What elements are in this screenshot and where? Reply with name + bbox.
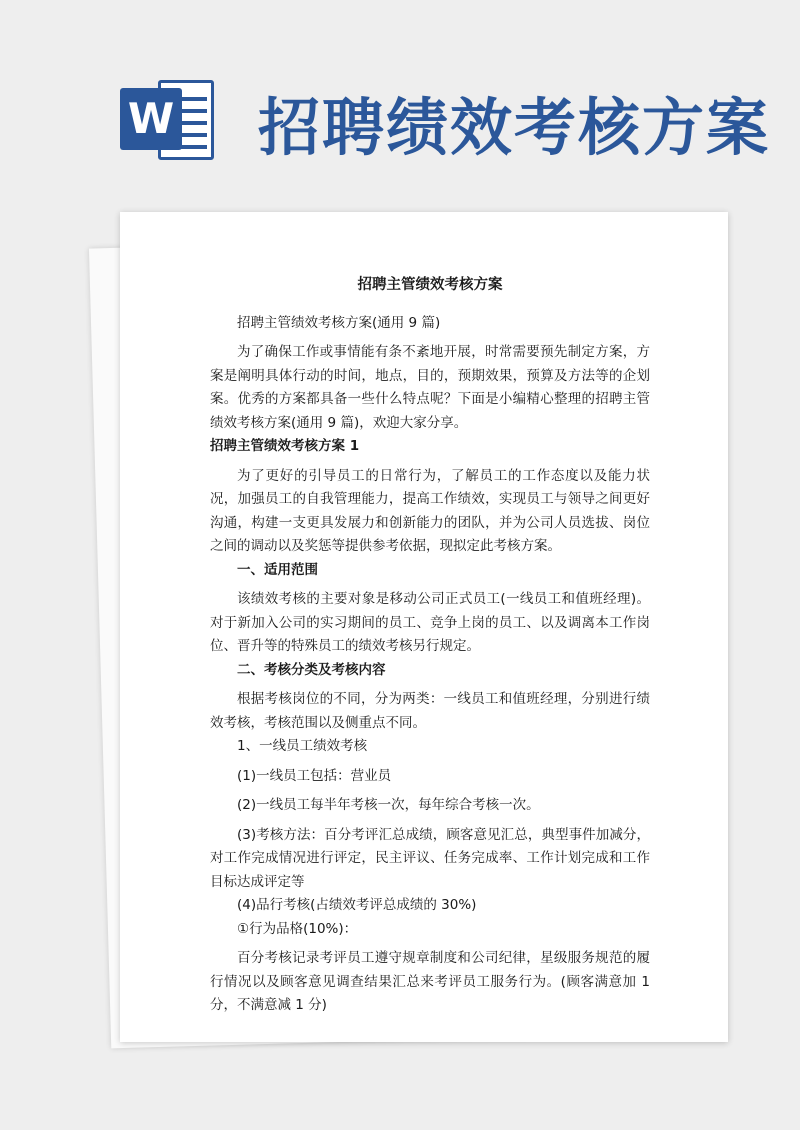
document-body xyxy=(210,274,650,1018)
paragraph: 该绩效考核的主要对象是移动公司正式员工(一线员工和值班经理)。对于新加入公司的实习期间的员工、竞争上岗的员工、以及调离本工作岗位、晋升等的特殊员工的绩效考核另行规定。 xyxy=(210,591,650,654)
word-logo-letter: W xyxy=(120,88,182,150)
paragraph: 为了更好的引导员工的日常行为，了解员工的工作态度以及能力状况，加强员工的自我管理能力，提高工作绩效，实现员工与领导之间更好沟通，构建一支更具发展力和创新能力的团队，并为公司人员选拔、岗位之间的调动以及奖惩等提供参考依据，现拟定此考核方案。 xyxy=(210,467,650,554)
section-heading: 二、考核分类及考核内容 xyxy=(237,661,386,678)
banner xyxy=(0,0,800,200)
paragraph: 招聘主管绩效考核方案(通用 9 篇) xyxy=(237,314,441,331)
paragraph: (4)品行考核(占绩效考评总成绩的 30%) xyxy=(237,897,477,913)
paragraph: 1、一线员工绩效考核 xyxy=(237,738,368,754)
paragraph: 根据考核岗位的不同，分为两类：一线员工和值班经理，分别进行绩效考核，考核范围以及侧重点不同。 xyxy=(210,691,650,731)
document-page xyxy=(120,212,728,1042)
word-document-icon xyxy=(120,76,216,164)
paragraph: (3)考核方法：百分考评汇总成绩，顾客意见汇总，典型事件加减分，对工作完成情况进行评定，民主评议、任务完成率、工作计划完成和工作目标达成评定等 xyxy=(210,826,650,890)
paragraph: (1)一线员工包括：营业员 xyxy=(237,767,392,784)
document-title: 招聘主管绩效考核方案 xyxy=(357,277,503,293)
section-heading: 一、适用范围 xyxy=(237,561,318,578)
paragraph: ①行为品格(10%)： xyxy=(237,920,358,937)
section-heading: 招聘主管绩效考核方案 1 xyxy=(210,438,360,454)
paragraph: 百分考核记录考评员工遵守规章制度和公司纪律，星级服务规范的履行情况以及顾客意见调查结果汇总来考评员工服务行为。(顾客满意加 1 分，不满意减 1 分) xyxy=(210,950,650,1013)
paragraph: (2)一线员工每半年考核一次，每年综合考核一次。 xyxy=(237,797,540,813)
banner-title: 招聘绩效考核方案 xyxy=(258,91,771,164)
paragraph: 为了确保工作或事情能有条不紊地开展，时常需要预先制定方案，方案是阐明具体行动的时间，地点，目的，预期效果，预算及方法等的企划案。优秀的方案都具备一些什么特点呢？下面是小编精心整理的招聘主管绩效考核方案(通用 9 篇)，欢迎大家分享。 xyxy=(210,344,650,431)
